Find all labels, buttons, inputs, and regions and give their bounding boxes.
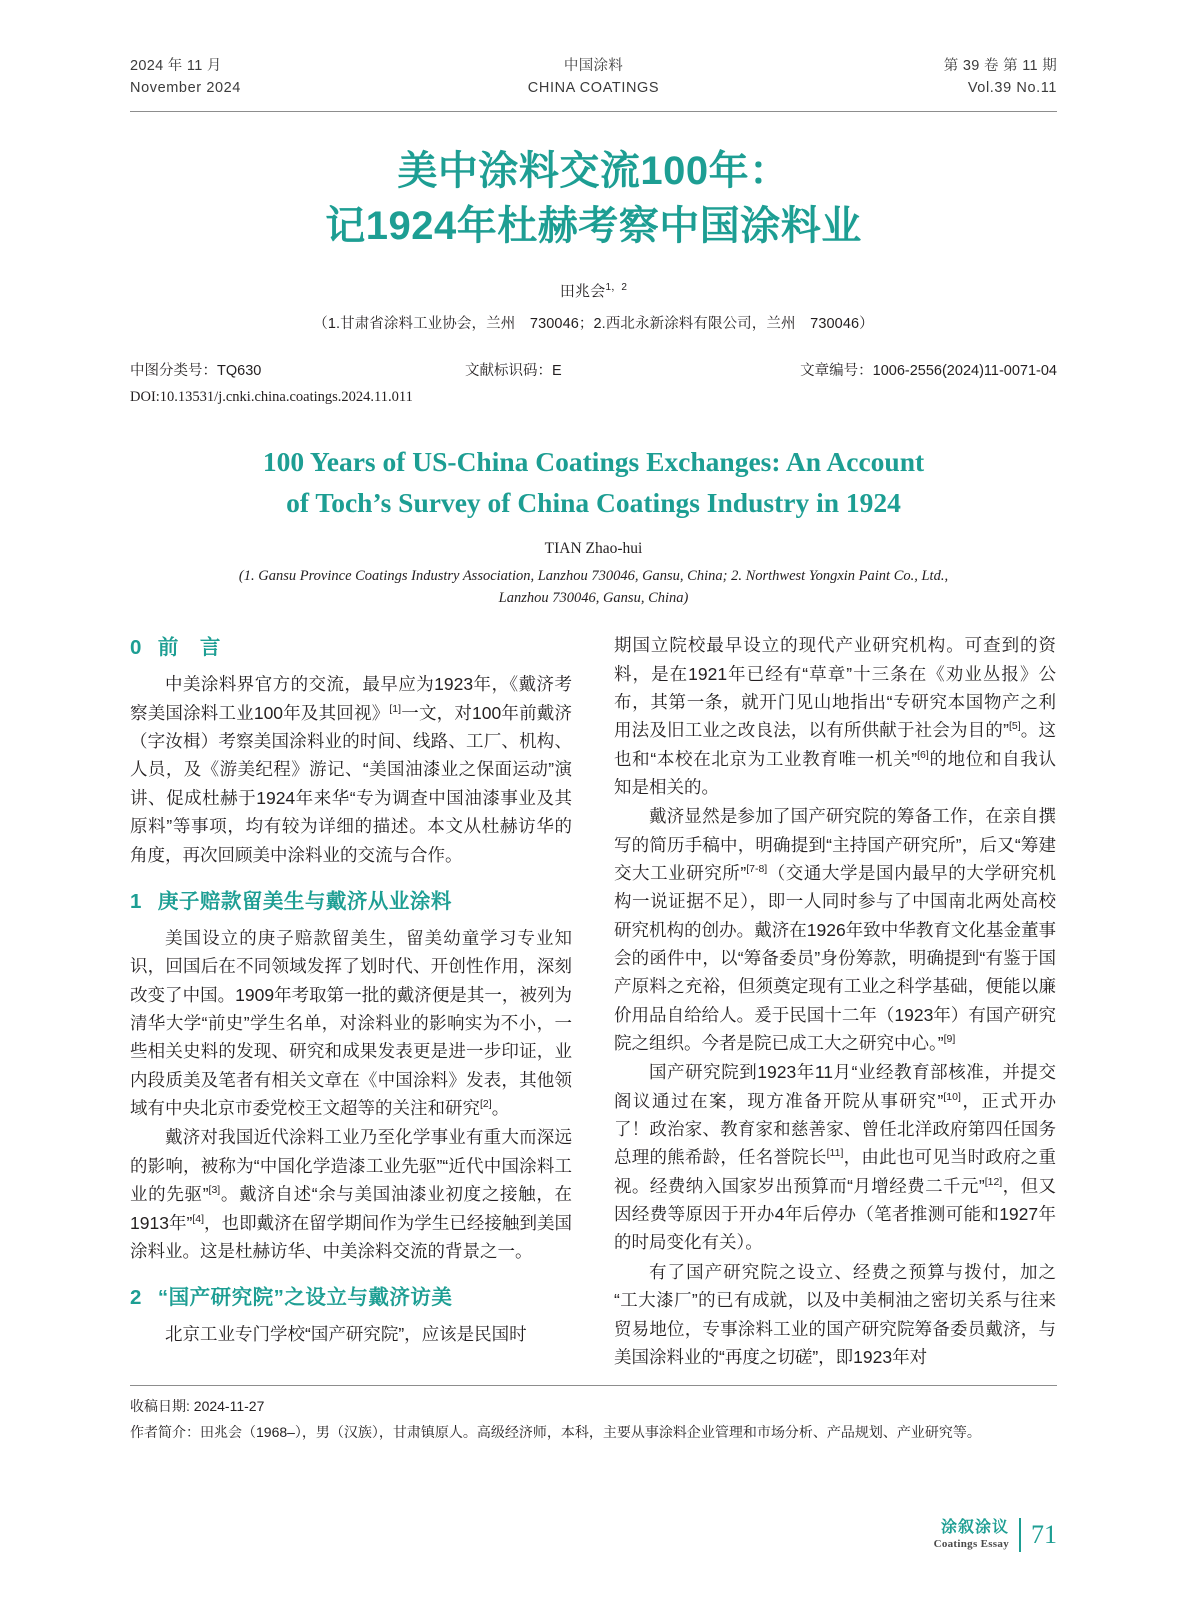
header-divider bbox=[130, 111, 1057, 112]
folio-divider bbox=[1019, 1518, 1021, 1552]
paragraph: 有了国产研究院之设立、经费之预算与拨付，加之“工大漆厂”的已有成就，以及中美桐油之密切关系与往来贸易地位，专事涂料工业的国产研究院筹备委员戴济，与美国涂料业的“再度之切磋”，即1923年对 bbox=[614, 1261, 1056, 1367]
section-heading-1 bbox=[130, 885, 572, 918]
running-head bbox=[130, 55, 1057, 107]
paragraph: 戴济对我国近代涂料工业乃至化学事业有重大而深远的影响，被称为“中国化学造漆工业先驱”“近代中国涂料工业的先驱”[3]。戴济自述“余与美国油漆业初度之接触，在1913年”[4]，也即戴济在留学期间作为学生已经接触到美国涂料业。这是杜赫访华、中美涂料交流的背景之一。 bbox=[130, 1127, 573, 1261]
page-title-en bbox=[130, 442, 1057, 523]
title-en-line2: of Toch’s Survey of China Coatings Industry in 1924 bbox=[286, 487, 901, 519]
clc-number: 中图分类号：TQ630 bbox=[130, 363, 262, 380]
section-title-2: “国产研究院”之设立与戴济访美 bbox=[157, 1286, 453, 1310]
footnote-divider bbox=[130, 1385, 1057, 1386]
running-head-right bbox=[944, 55, 1057, 100]
title-en-line1: 100 Years of US-China Coatings Exchanges: An Account bbox=[262, 446, 925, 478]
section-title-0: 前 言 bbox=[157, 636, 221, 660]
paragraph: 期国立院校最早设立的现代产业研究机构。可查到的资料，是在1921年已经有“草章”十三条在《劝业丛报》公布，其第一条，就开门见山地指出“专研究本国物产之利用法及旧工业之改良法，以有所供献于社会为目的”[5]。这也和“本校在北京为工业教育唯一机关”[6]的地位和自我认知是相关的。 bbox=[614, 635, 1057, 797]
doi: DOI:10.13531/j.cnki.china.coatings.2024.11.011 bbox=[130, 389, 413, 406]
paragraph: 中美涂料界官方的交流，最早应为1923年，《戴济考察美国涂料工业100年及其回视》[1]一文，对100年前戴济（字汝楫）考察美国涂料业的时间、线路、工厂、机构、人员，及《游美纪程》游记、“美国油漆业之保面运动”演讲、促成杜赫于1924年来华“专为调查中国油漆事业及其原料”等事项，均有较为详细的描述。本文从杜赫访华的角度，再次回顾美中涂料业的交流与合作。 bbox=[130, 674, 572, 865]
right-column bbox=[614, 631, 1056, 1371]
article-number: 文章编号：1006-2556(2024)11-0071-04 bbox=[800, 363, 1057, 380]
running-head-center bbox=[528, 55, 659, 100]
authors-cn bbox=[130, 280, 1057, 301]
authors-en: TIAN Zhao-hui bbox=[544, 539, 643, 557]
paragraph: 北京工业专门学校“国产研究院”，应该是民国时 bbox=[165, 1324, 527, 1345]
paragraph: 美国设立的庚子赔款留美生，留美幼童学习专业知识，回国后在不同领域发挥了划时代、开创性作用，深刻改变了中国。1909年考取第一批的戴济便是其一，被列为清华大学“前史”学生名单，对涂料业的影响实为不小，一些相关史料的发现、研究和成果发表更是进一步印证，业内段质美及笔者有相关文章在《中国涂料》发表，其他领域有中央北京市委党校王文超等的关注和研究[2]。 bbox=[130, 928, 572, 1119]
title-cn-line2: 记1924年杜赫考察中国涂料业 bbox=[325, 204, 862, 249]
paragraph: 戴济显然是参加了国产研究院的筹备工作，在亲自撰写的简历手稿中，明确提到“主持国产研究所”，后又“筹建交大工业研究所”[7-8]（交通大学是国内最早的大学研究机构一说证据不足），即一人同时参与了中国南北两处高校研究机构的创办。戴济在1926年致中华教育文化基金董事会的函件中，以“筹备委员”身份筹款，明确提到“有鉴于国产原料之充裕，但须奠定现有工业之科学基础，便能以廉价用品自给给人。爰于民国十二年（1923年）有国产研究院之组织。今者是院已成工大之研究中心。”[9] bbox=[614, 806, 1057, 1054]
volume-issue-cn: 第 39 卷 第 11 期 bbox=[943, 58, 1057, 74]
column-label-cn: 涂叙涂议 bbox=[940, 1519, 1009, 1537]
volume-issue-en: Vol.39 No.11 bbox=[967, 80, 1057, 97]
folio bbox=[934, 1518, 1057, 1552]
section-number-2: 2 bbox=[130, 1286, 142, 1310]
page-title-cn bbox=[130, 144, 1057, 254]
affiliation-cn: （1.甘肃省涂料工业协会，兰州 730046；2.西北永新涂料有限公司，兰州 730046） bbox=[313, 316, 874, 333]
section-heading-2 bbox=[130, 1281, 572, 1314]
section-number-1: 1 bbox=[130, 889, 142, 913]
issue-date-en: November 2024 bbox=[130, 80, 241, 97]
folio-labels bbox=[934, 1519, 1009, 1550]
section-heading-0 bbox=[130, 631, 572, 664]
section-number-0: 0 bbox=[130, 636, 142, 660]
footnotes bbox=[130, 1394, 1057, 1446]
affiliation-en bbox=[130, 566, 1057, 610]
journal-name-cn: 中国涂料 bbox=[563, 58, 624, 74]
title-cn-line1: 美中涂料交流100年： bbox=[397, 149, 790, 193]
received-date: 收稿日期: 2024-11-27 bbox=[130, 1398, 265, 1414]
author-bio: 作者简介：田兆会（1968–），男（汉族），甘肃镇原人。高级经济师，本科，主要从事涂料企业管理和市场分析、产品规划、产业研究等。 bbox=[130, 1423, 981, 1440]
page-number: 71 bbox=[1031, 1520, 1057, 1549]
issue-date-cn: 2024 年 11 月 bbox=[130, 58, 222, 74]
column-label-en: Coatings Essay bbox=[933, 1537, 1009, 1550]
left-column bbox=[130, 631, 572, 1371]
journal-name-en: CHINA COATINGS bbox=[527, 80, 660, 97]
author-affil-marker: 1，2 bbox=[605, 282, 628, 294]
affiliation-en-line1: (1. Gansu Province Coatings Industry Association, Lanzhou 730046, Gansu, China; 2. Northwest Yongxin Paint Co., Ltd., bbox=[238, 567, 949, 584]
article-meta bbox=[130, 359, 1057, 381]
section-title-1: 庚子赔款留美生与戴济从业涂料 bbox=[157, 889, 452, 913]
affiliation-en-line2: Lanzhou 730046, Gansu, China) bbox=[498, 589, 689, 606]
paragraph: 国产研究院到1923年11月“业经教育部核准，并提交阁议通过在案，现方准备开院从事研究”[10]，正式开办了！政治家、教育家和慈善家、曾任北洋政府第四任国务总理的熊希龄，任名誉院长[11]，由此也可见当时政府之重视。经费纳入国家岁出预算而“月增经费二千元”[12]，但又因经费等原因于开办4年后停办（笔者推测可能和1927年的时局变化有关）。 bbox=[614, 1062, 1057, 1253]
author-name-cn: 田兆会 bbox=[559, 283, 606, 301]
running-head-left bbox=[130, 55, 241, 100]
body-columns bbox=[130, 631, 1057, 1371]
document-code: 文献标识码：E bbox=[465, 363, 562, 380]
